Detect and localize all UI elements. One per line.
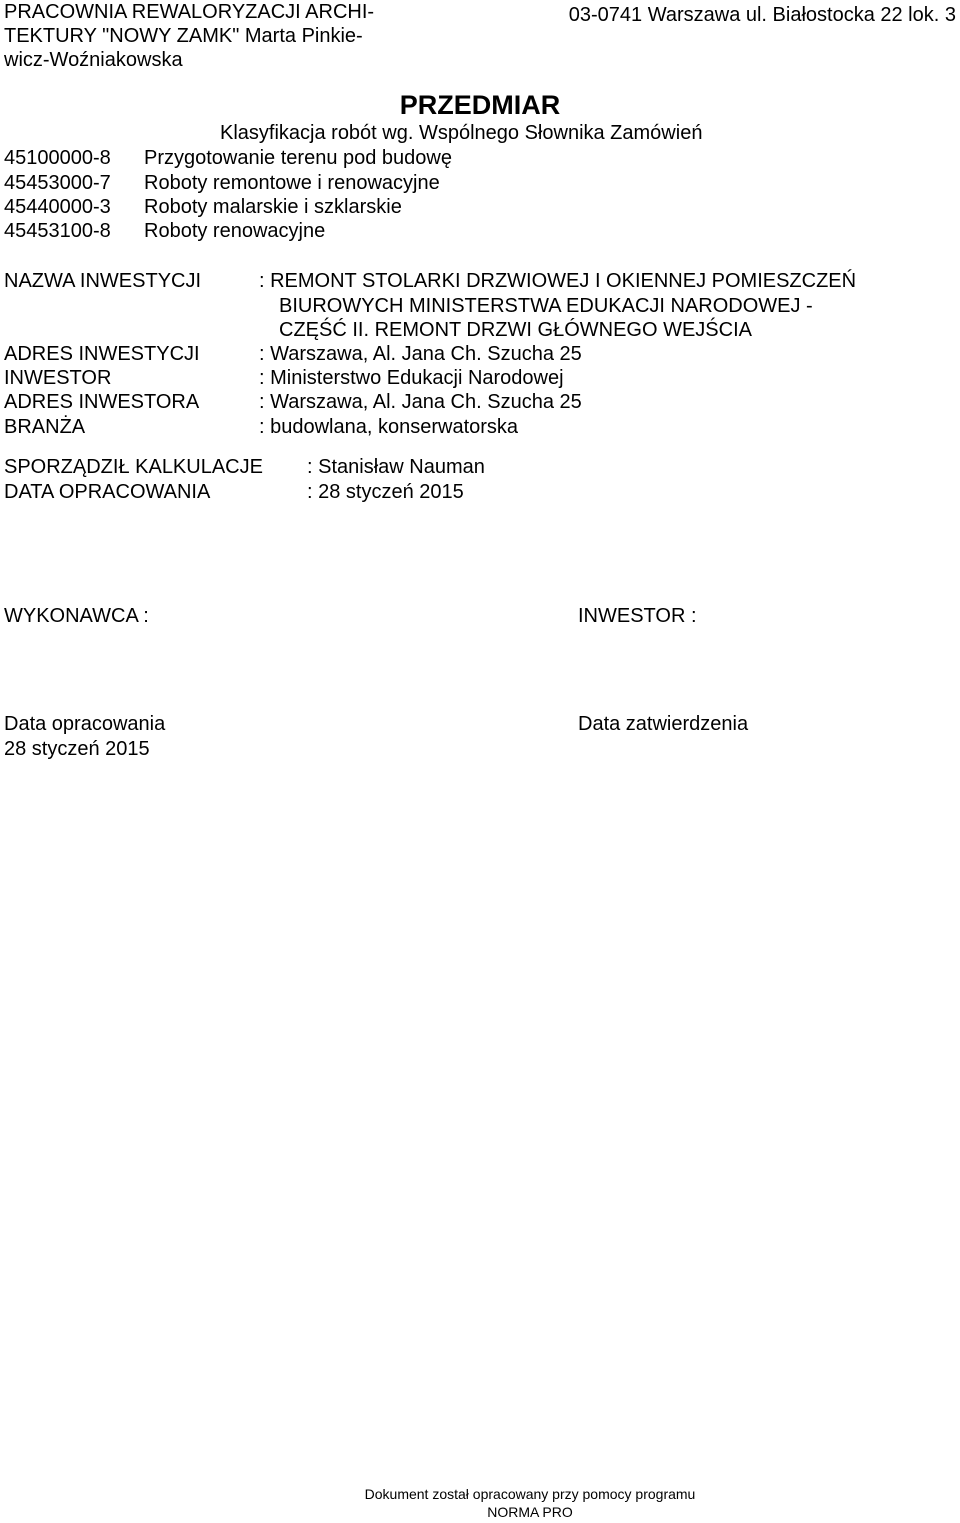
prep-date-value: 28 styczeń 2015 [4,738,150,760]
cpv-code: 45100000-8 [4,147,111,169]
investor-signature-label: INWESTOR : [578,605,697,627]
cpv-code: 45453000-7 [4,172,111,194]
field-branch [4,415,518,439]
cpv-description: Przygotowanie terenu pod budowę [144,147,452,169]
cpv-description: Roboty remontowe i renowacyjne [144,172,440,194]
field-label: SPORZĄDZIŁ KALKULACJE [4,456,263,478]
approval-date-label: Data zatwierdzenia [578,713,749,735]
cpv-row [4,195,402,219]
prep-date-label: Data opracowania [4,713,166,735]
cpv-description: Roboty renowacyjne [144,220,326,242]
field-value-continuation: BIUROWYCH MINISTERSTWA EDUKACJI NARODOWEJ - [279,295,813,317]
field-value: : 28 styczeń 2015 [307,481,464,503]
field-label: DATA OPRACOWANIA [4,481,211,503]
field-label: BRANŻA [4,416,86,438]
cpv-row [4,146,452,170]
company-name-line: TEKTURY "NOWY ZAMK" Marta Pinkie- [4,25,363,47]
company-name [4,0,444,72]
footer-note [0,1485,960,1521]
field-label: NAZWA INWESTYCJI [4,270,202,292]
field-label: INWESTOR [4,367,112,389]
field-value: : Stanisław Nauman [307,456,485,478]
field-value-continuation: CZĘŚĆ II. REMONT DRZWI GŁÓWNEGO WEJŚCIA [279,319,752,341]
field-value: : REMONT STOLARKI DRZWIOWEJ I OKIENNEJ POMIESZCZEŃ [259,270,857,292]
field-investment-address [4,342,582,366]
cpv-description: Roboty malarskie i szklarskie [144,196,402,218]
field-preparation-date [4,480,464,504]
field-investor [4,366,564,390]
field-value: : Ministerstwo Edukacji Narodowej [259,367,564,389]
field-investment-name [4,269,856,293]
field-value: : Warszawa, Al. Jana Ch. Szucha 25 [259,391,582,413]
field-label: ADRES INWESTORA [4,391,200,413]
cpv-row [4,219,325,243]
footer-line: NORMA PRO [487,1504,573,1520]
company-address: 03-0741 Warszawa ul. Białostocka 22 lok. 3 [568,4,956,26]
company-name-line: wicz-Woźniakowska [4,49,183,71]
cpv-code: 45440000-3 [4,196,111,218]
footer-line: Dokument został opracowany przy pomocy programu [364,1486,696,1502]
company-name-line: PRACOWNIA REWALORYZACJI ARCHI- [4,1,375,23]
field-value: : Warszawa, Al. Jana Ch. Szucha 25 [259,343,582,365]
cpv-code: 45453100-8 [4,220,111,242]
field-value: : budowlana, konserwatorska [259,416,519,438]
field-investor-address [4,390,582,414]
field-prepared-by [4,455,485,479]
cpv-row [4,171,440,195]
classification-heading: Klasyfikacja robót wg. Wspólnego Słownika Zamówień [220,122,703,144]
contractor-signature-label: WYKONAWCA : [4,605,149,627]
field-label: ADRES INWESTYCJI [4,343,200,365]
document-title: PRZEDMIAR [399,90,561,120]
